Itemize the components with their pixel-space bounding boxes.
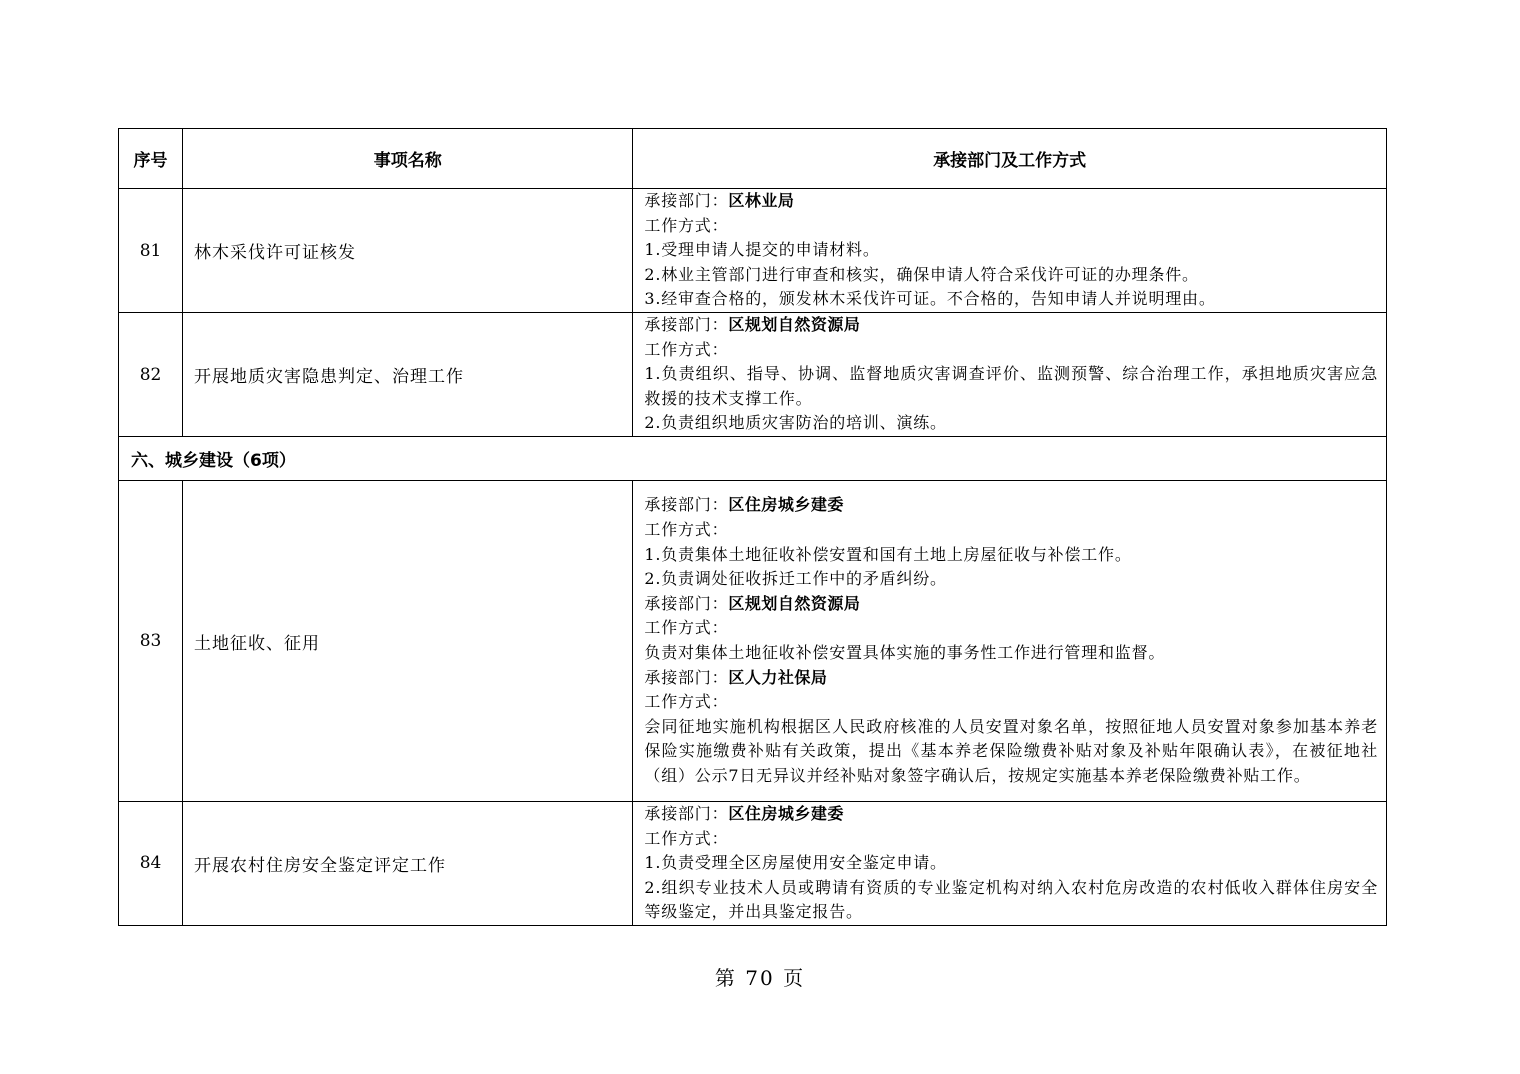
- table-row: [119, 313, 1387, 437]
- dept-label: 承接部门：: [644, 804, 729, 823]
- method-item: 2.林业主管部门进行审查和核实，确保申请人符合采伐许可证的办理条件。: [644, 264, 1199, 284]
- method-item: 2.负责组织地质灾害防治的培训、演练。: [644, 413, 947, 433]
- method-item: 1.受理申请人提交的申请材料。: [644, 240, 880, 260]
- method-item: 会同征地实施机构根据区人民政府核准的人员安置对象名单，按照征地人员安置对象参加基本养老保险实施缴费补贴有关政策，提出《基本养老保险缴费补贴对象及补贴年限确认表》，在被征地社（组）公示7日无异议并经补贴对象签字确认后，按规定实施基本养老保险缴费补贴工作。: [644, 716, 1378, 785]
- header-no: 序号: [119, 129, 183, 189]
- dept-name: 区规划自然资源局: [728, 315, 861, 335]
- method-item: 3.经审查合格的，颁发林木采伐许可证。不合格的，告知申请人并说明理由。: [644, 289, 1216, 309]
- dept-name: 区规划自然资源局: [728, 593, 861, 613]
- dept-label: 承接部门：: [644, 593, 729, 613]
- table-row: [119, 189, 1387, 313]
- dept-label: 承接部门：: [644, 191, 729, 211]
- method-item: 1.负责集体土地征收补偿安置和国有土地上房屋征收与补偿工作。: [644, 544, 1132, 564]
- section-title: 六、城乡建设（6项）: [119, 437, 1387, 481]
- matter-name: 开展农村住房安全鉴定评定工作: [183, 802, 633, 926]
- matter-name: 林木采伐许可证核发: [183, 189, 633, 313]
- method-item: 1.负责受理全区房屋使用安全鉴定申请。: [644, 853, 947, 873]
- dept-name: 区林业局: [728, 191, 795, 211]
- table-row: [119, 481, 1387, 802]
- row-number: 84: [119, 802, 183, 926]
- method-item: 负责对集体土地征收补偿安置具体实施的事务性工作进行管理和监督。: [644, 643, 1166, 662]
- dept-line: [644, 666, 1378, 691]
- dept-line: [644, 493, 1378, 518]
- dept-method-cell: [633, 189, 1387, 313]
- row-number: 82: [119, 313, 183, 437]
- dept-label: 承接部门：: [644, 667, 729, 687]
- method-item: 2.负责调处征收拆迁工作中的矛盾纠纷。: [644, 569, 947, 589]
- method-label: 工作方式：: [644, 215, 729, 235]
- method-label: 工作方式：: [644, 828, 729, 848]
- dept-method-cell: [633, 481, 1387, 802]
- matter-name: 土地征收、征用: [183, 481, 633, 802]
- method-item: 1.负责组织、指导、协调、监督地质灾害调查评价、监测预警、综合治理工作，承担地质灾害应急救援的技术支撑工作。: [644, 364, 1378, 408]
- method-label: 工作方式：: [644, 692, 729, 712]
- row-number: 83: [119, 481, 183, 802]
- dept-name: 区人力社保局: [728, 667, 828, 687]
- table-row: [119, 802, 1387, 926]
- dept-label: 承接部门：: [644, 315, 729, 335]
- dept-line: [644, 802, 1378, 827]
- dept-method-cell: [633, 802, 1387, 926]
- method-item: 2.组织专业技术人员或聘请有资质的专业鉴定机构对纳入农村危房改造的农村低收入群体住房安全等级鉴定，并出具鉴定报告。: [644, 877, 1378, 922]
- table-header-row: [119, 129, 1387, 189]
- dept-line: [644, 189, 1378, 214]
- dept-line: [644, 313, 1378, 338]
- row-number: 81: [119, 189, 183, 313]
- dept-method-cell: [633, 313, 1387, 437]
- method-label: 工作方式：: [644, 618, 729, 638]
- dept-name: 区住房城乡建委: [728, 804, 844, 823]
- method-label: 工作方式：: [644, 339, 729, 359]
- matters-table: [118, 128, 1387, 926]
- matter-name: 开展地质灾害隐患判定、治理工作: [183, 313, 633, 437]
- section-row: [119, 437, 1387, 481]
- dept-name: 区住房城乡建委: [728, 495, 844, 515]
- dept-line: [644, 592, 1378, 617]
- method-label: 工作方式：: [644, 520, 729, 540]
- header-dept: 承接部门及工作方式: [633, 129, 1387, 189]
- header-name: 事项名称: [183, 129, 633, 189]
- page-number: 第 70 页: [714, 966, 806, 990]
- dept-label: 承接部门：: [644, 495, 729, 515]
